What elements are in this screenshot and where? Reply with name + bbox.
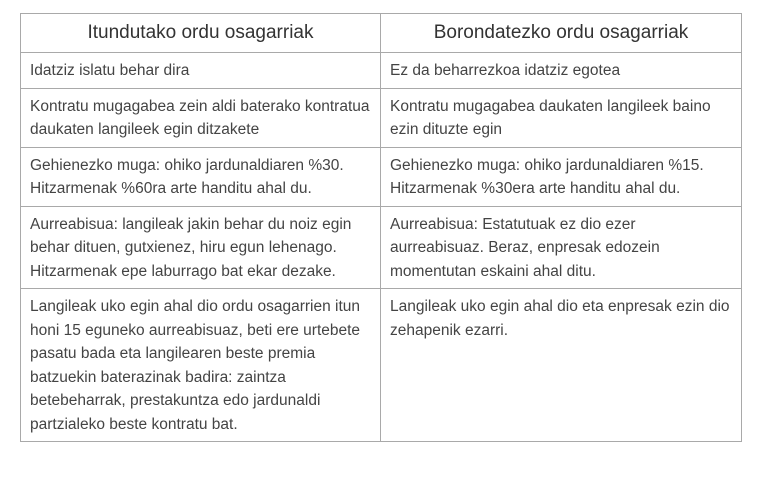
table-row [21, 289, 742, 442]
table-cell: Aurreabisua: Estatutuak ez dio ezer aurreabisuaz. Beraz, enpresak edozein momentutan eskaini ahal ditu. [381, 206, 742, 289]
comparison-table [20, 13, 742, 442]
table-row [21, 53, 742, 89]
table-cell: Gehienezko muga: ohiko jardunaldiaren %30. Hitzarmenak %60ra arte handitu ahal du. [21, 147, 381, 206]
table-cell: Gehienezko muga: ohiko jardunaldiaren %15. Hitzarmenak %30era arte handitu ahal du. [381, 147, 742, 206]
table-cell: Langileak uko egin ahal dio eta enpresak ezin dio zehapenik ezarri. [381, 289, 742, 442]
table-row [21, 147, 742, 206]
table-cell: Kontratu mugagabea zein aldi baterako kontratua daukaten langileek egin ditzakete [21, 88, 381, 147]
table-row [21, 88, 742, 147]
table-cell: Kontratu mugagabea daukaten langileek baino ezin dituzte egin [381, 88, 742, 147]
header-agreed-overtime: Itundutako ordu osagarriak [21, 14, 381, 53]
table-cell: Langileak uko egin ahal dio ordu osagarrien itun honi 15 eguneko aurreabisuaz, beti ere urtebete pasatu bada eta langilearen beste premia batzuekin baterazinak badira: zaintza betebeharrak, prestakuntza edo jardunaldi partzialeko beste kontratu bat. [21, 289, 381, 442]
table-cell: Idatziz islatu behar dira [21, 53, 381, 89]
table-cell: Aurreabisua: langileak jakin behar du noiz egin behar dituen, gutxienez, hiru egun lehenago. Hitzarmenak epe laburrago bat ekar dezake. [21, 206, 381, 289]
header-voluntary-overtime: Borondatezko ordu osagarriak [381, 14, 742, 53]
header-row [21, 14, 742, 53]
table-row [21, 206, 742, 289]
table-cell: Ez da beharrezkoa idatziz egotea [381, 53, 742, 89]
